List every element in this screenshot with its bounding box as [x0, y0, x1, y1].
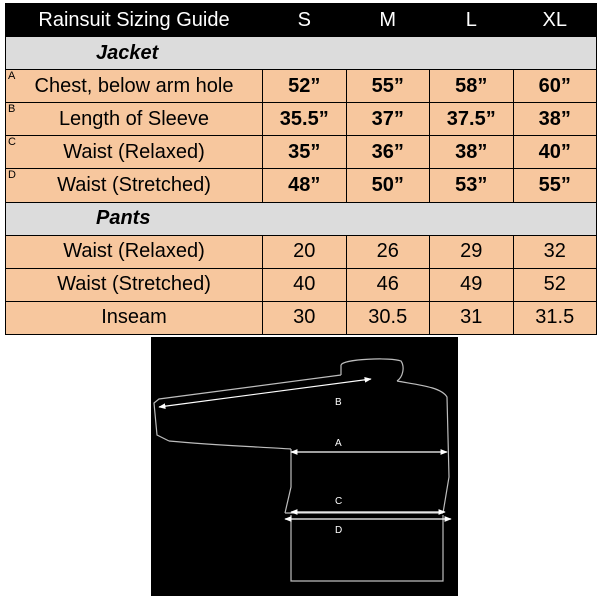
row-label: Waist (Stretched) — [6, 268, 263, 301]
pants-section-row — [6, 202, 597, 235]
value-cell: 37.5” — [430, 103, 514, 136]
value-cell: 52” — [263, 70, 347, 103]
value-cell: 60” — [513, 70, 597, 103]
row-label: Inseam — [6, 301, 263, 334]
value-cell: 38” — [513, 103, 597, 136]
value-cell: 52 — [513, 268, 597, 301]
size-header-xl: XL — [513, 4, 597, 37]
row-marker: D — [8, 169, 16, 182]
row-marker: A — [8, 70, 16, 83]
value-cell: 26 — [346, 235, 430, 268]
value-cell: 40” — [513, 136, 597, 169]
value-cell: 35.5” — [263, 103, 347, 136]
size-header-l: L — [430, 4, 514, 37]
row-label-cell — [6, 103, 263, 136]
value-cell: 49 — [430, 268, 514, 301]
value-cell: 58” — [430, 70, 514, 103]
row-label-cell — [6, 70, 263, 103]
value-cell: 55” — [346, 70, 430, 103]
pants-section-label: Pants — [6, 202, 597, 235]
value-cell: 36” — [346, 136, 430, 169]
value-cell: 48” — [263, 169, 347, 202]
value-cell: 29 — [430, 235, 514, 268]
jacket-outline — [154, 359, 449, 581]
value-cell: 30.5 — [346, 301, 430, 334]
value-cell: 31.5 — [513, 301, 597, 334]
label-c: C — [335, 496, 343, 507]
value-cell: 32 — [513, 235, 597, 268]
value-cell: 55” — [513, 169, 597, 202]
table-title: Rainsuit Sizing Guide — [6, 4, 263, 37]
table-row — [6, 103, 597, 136]
row-marker: B — [8, 103, 16, 116]
header-row — [6, 4, 597, 37]
jacket-diagram-svg — [151, 337, 458, 596]
row-label: Chest, below arm hole — [34, 74, 234, 97]
value-cell: 20 — [263, 235, 347, 268]
label-b: B — [335, 397, 342, 408]
row-label: Waist (Stretched) — [57, 174, 211, 197]
row-label-cell — [6, 136, 263, 169]
row-label: Waist (Relaxed) — [63, 140, 205, 163]
value-cell: 30 — [263, 301, 347, 334]
size-header-m: M — [346, 4, 430, 37]
value-cell: 40 — [263, 268, 347, 301]
value-cell: 37” — [346, 103, 430, 136]
value-cell: 50” — [346, 169, 430, 202]
table-row — [6, 169, 597, 202]
value-cell: 31 — [430, 301, 514, 334]
value-cell: 46 — [346, 268, 430, 301]
label-d: D — [335, 525, 343, 536]
table-row — [6, 268, 597, 301]
row-label: Length of Sleeve — [58, 107, 210, 130]
label-a: A — [335, 438, 342, 449]
sizing-table — [5, 3, 597, 335]
measurement-lines — [159, 379, 451, 519]
value-cell: 35” — [263, 136, 347, 169]
value-cell: 53” — [430, 169, 514, 202]
jacket-section-row — [6, 37, 597, 70]
jacket-section-label: Jacket — [6, 37, 597, 70]
table-row — [6, 136, 597, 169]
row-marker: C — [8, 136, 16, 149]
table-row — [6, 301, 597, 334]
value-cell: 38” — [430, 136, 514, 169]
table-row — [6, 70, 597, 103]
row-label-cell — [6, 169, 263, 202]
table-row — [6, 235, 597, 268]
jacket-measurement-diagram — [151, 337, 458, 596]
size-header-s: S — [263, 4, 347, 37]
row-label: Waist (Relaxed) — [6, 235, 263, 268]
